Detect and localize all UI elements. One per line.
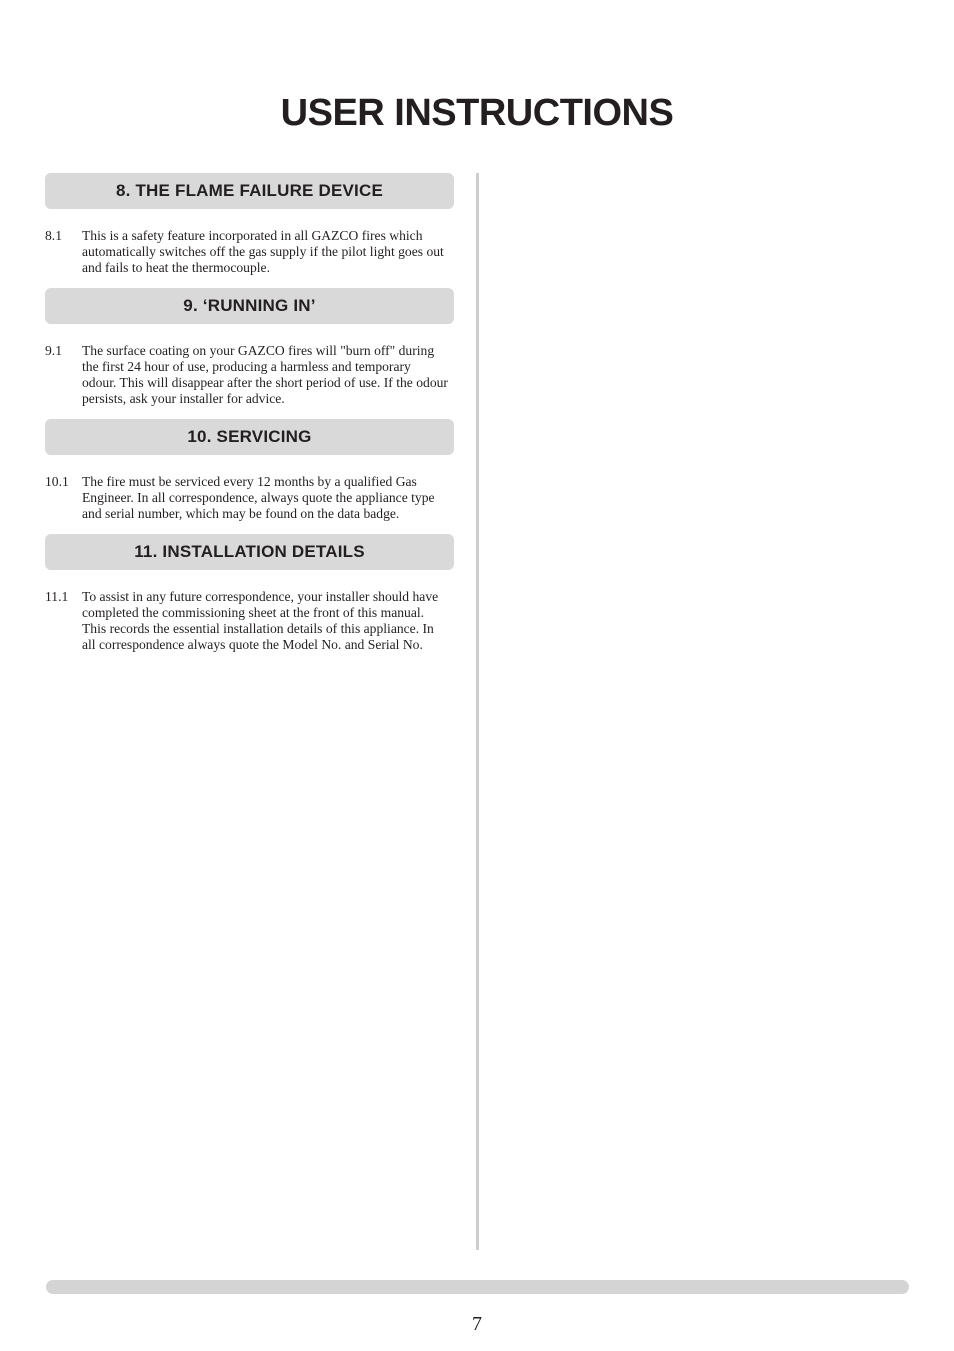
paragraph-text: To assist in any future correspondence, your installer should have completed the commissioning sheet at the front of this manual. This records the essential installation details of this appliance. In all correspondence always quote the Model No. and Serial No. (82, 589, 439, 652)
paragraph-number: 11.1 (45, 589, 69, 604)
left-column (45, 173, 454, 653)
paragraph-text: The surface coating on your GAZCO fires will "burn off" during the first 24 hour of use, producing a harmless and temporary odour. This will disappear after the short period of use. If the odour persists, ask your installer for advice. (82, 343, 448, 406)
page-number: 7 (472, 1313, 482, 1335)
paragraph-11-1 (45, 589, 454, 653)
column-divider (476, 173, 479, 1250)
section-heading-flame-failure-device: 8. THE FLAME FAILURE DEVICE (45, 173, 454, 209)
paragraph-text: This is a safety feature incorporated in all GAZCO fires which automatically switches off the gas supply if the pilot light goes out and fails to heat the thermocouple. (82, 228, 444, 275)
section-heading-running-in: 9. ‘RUNNING IN’ (45, 288, 454, 324)
paragraph-number: 10.1 (45, 474, 69, 489)
section-heading-servicing: 10. SERVICING (45, 419, 454, 455)
paragraph-10-1 (45, 474, 454, 522)
paragraph-8-1 (45, 228, 454, 276)
page-title: USER INSTRUCTIONS (280, 92, 674, 134)
paragraph-number: 8.1 (45, 228, 62, 243)
paragraph-number: 9.1 (45, 343, 62, 358)
paragraph-text: The fire must be serviced every 12 months by a qualified Gas Engineer. In all correspondence, always quote the appliance type and serial number, which may be found on the data badge. (82, 474, 435, 521)
section-heading-installation-details: 11. INSTALLATION DETAILS (45, 534, 454, 570)
paragraph-9-1 (45, 343, 454, 407)
footer-bar (46, 1280, 909, 1294)
